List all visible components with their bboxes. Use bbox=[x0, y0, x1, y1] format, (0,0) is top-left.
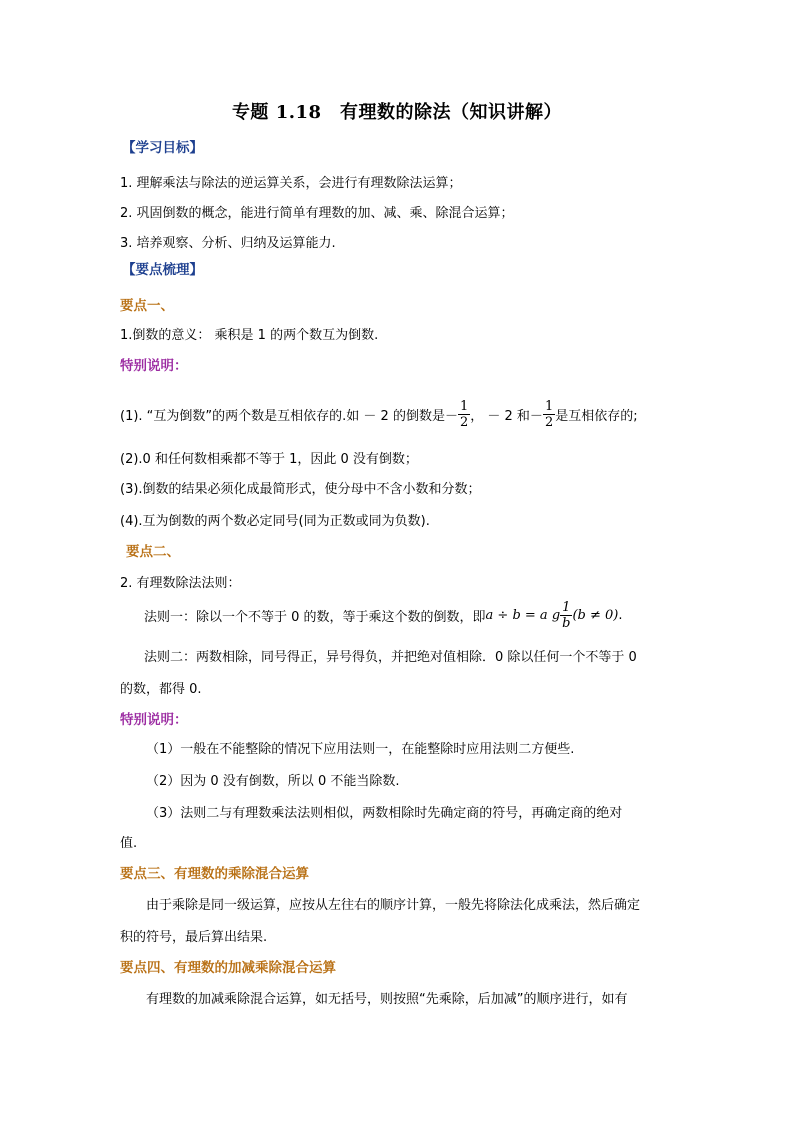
point4-heading: 要点四、有理数的加减乘除混合运算 bbox=[120, 960, 336, 976]
learning-goals-heading: 【学习目标】 bbox=[122, 140, 203, 156]
point3-heading: 要点三、有理数的乘除混合运算 bbox=[120, 866, 309, 882]
point2-note-heading: 特别说明： bbox=[120, 712, 188, 728]
note1-text-post: 是互相依存的; bbox=[555, 408, 638, 424]
point3-text-line-1: 由于乘除是同一级运算，应按从左往右的顺序计算，一般先将除法化成乘法，然后确定 bbox=[146, 898, 641, 913]
point4-text-line-1: 有理数的加减乘除混合运算，如无括号，则按照“先乘除，后加减”的顺序进行，如有 bbox=[146, 992, 628, 1007]
point1-note-2: (2).0 和任何数相乘都不等于 1，因此 0 没有倒数； bbox=[120, 452, 418, 467]
fraction-denominator: 2 bbox=[459, 414, 469, 430]
point3-text-line-2: 积的符号，最后算出结果. bbox=[120, 930, 268, 945]
point2-note-2: （2）因为 0 没有倒数，所以 0 不能当除数. bbox=[146, 774, 400, 789]
fraction-numerator: 1 bbox=[544, 398, 554, 414]
rule1-text: 法则一：除以一个不等于 0 的数，等于乘这个数的倒数，即 bbox=[144, 609, 486, 625]
point1-heading: 要点一、 bbox=[120, 298, 174, 314]
point2-note-1: （1）一般在不能整除的情况下应用法则一，在能整除时应用法则二方便些. bbox=[146, 742, 575, 757]
key-points-heading: 【要点梳理】 bbox=[122, 262, 203, 278]
division-rule-2-line-1: 法则二：两数相除，同号得正，异号得负，并把绝对值相除．0 除以任何一个不等于 0 bbox=[144, 650, 637, 665]
minus-sign: － bbox=[444, 408, 458, 424]
note1-text-pre: (1). “互为倒数”的两个数是互相依存的.如 － 2 的倒数是 bbox=[120, 408, 445, 424]
fraction-numerator: 1 bbox=[459, 398, 469, 414]
fraction-one-over-b bbox=[560, 600, 572, 631]
fraction-numerator: 1 bbox=[560, 600, 572, 616]
point1-note-1 bbox=[120, 392, 638, 436]
point2-note-3-line-2: 值. bbox=[120, 836, 138, 851]
division-rule-2-line-2: 的数，都得 0. bbox=[120, 682, 202, 697]
reciprocal-definition: 1.倒数的意义： 乘积是 1 的两个数互为倒数. bbox=[120, 328, 379, 343]
minus-sign: － bbox=[529, 408, 543, 424]
rule1-formula-left: a ÷ b = a g bbox=[485, 607, 561, 623]
rule1-period: . bbox=[618, 607, 623, 623]
note1-text-mid: ， － 2 和 bbox=[470, 408, 530, 424]
point2-heading: 要点二、 bbox=[126, 544, 180, 560]
page-title: 专题 1.18 有理数的除法（知识讲解） bbox=[231, 102, 563, 123]
fraction-denominator: 2 bbox=[544, 414, 554, 430]
fraction-denominator: b bbox=[562, 615, 571, 631]
learning-goal-3: 3. 培养观察、分析、归纳及运算能力. bbox=[120, 236, 336, 251]
learning-goal-2: 2. 巩固倒数的概念，能进行简单有理数的加、减、乘、除混合运算； bbox=[120, 206, 514, 221]
rule1-formula-right: (b ≠ 0) bbox=[572, 607, 619, 623]
division-rule-1 bbox=[144, 592, 623, 638]
learning-goal-1: 1. 理解乘法与除法的逆运算关系，会进行有理数除法运算； bbox=[120, 176, 462, 191]
division-rule-title: 2. 有理数除法法则： bbox=[120, 576, 241, 591]
fraction-one-half bbox=[543, 399, 555, 430]
point1-note-4: (4).互为倒数的两个数必定同号(同为正数或同为负数). bbox=[120, 514, 430, 529]
point1-note-heading: 特别说明： bbox=[120, 358, 188, 374]
point2-note-3-line-1: （3）法则二与有理数乘法法则相似，两数相除时先确定商的符号，再确定商的绝对 bbox=[146, 806, 623, 821]
point1-note-3: (3).倒数的结果必须化成最简形式，使分母中不含小数和分数； bbox=[120, 482, 481, 497]
fraction-one-half bbox=[458, 399, 470, 430]
